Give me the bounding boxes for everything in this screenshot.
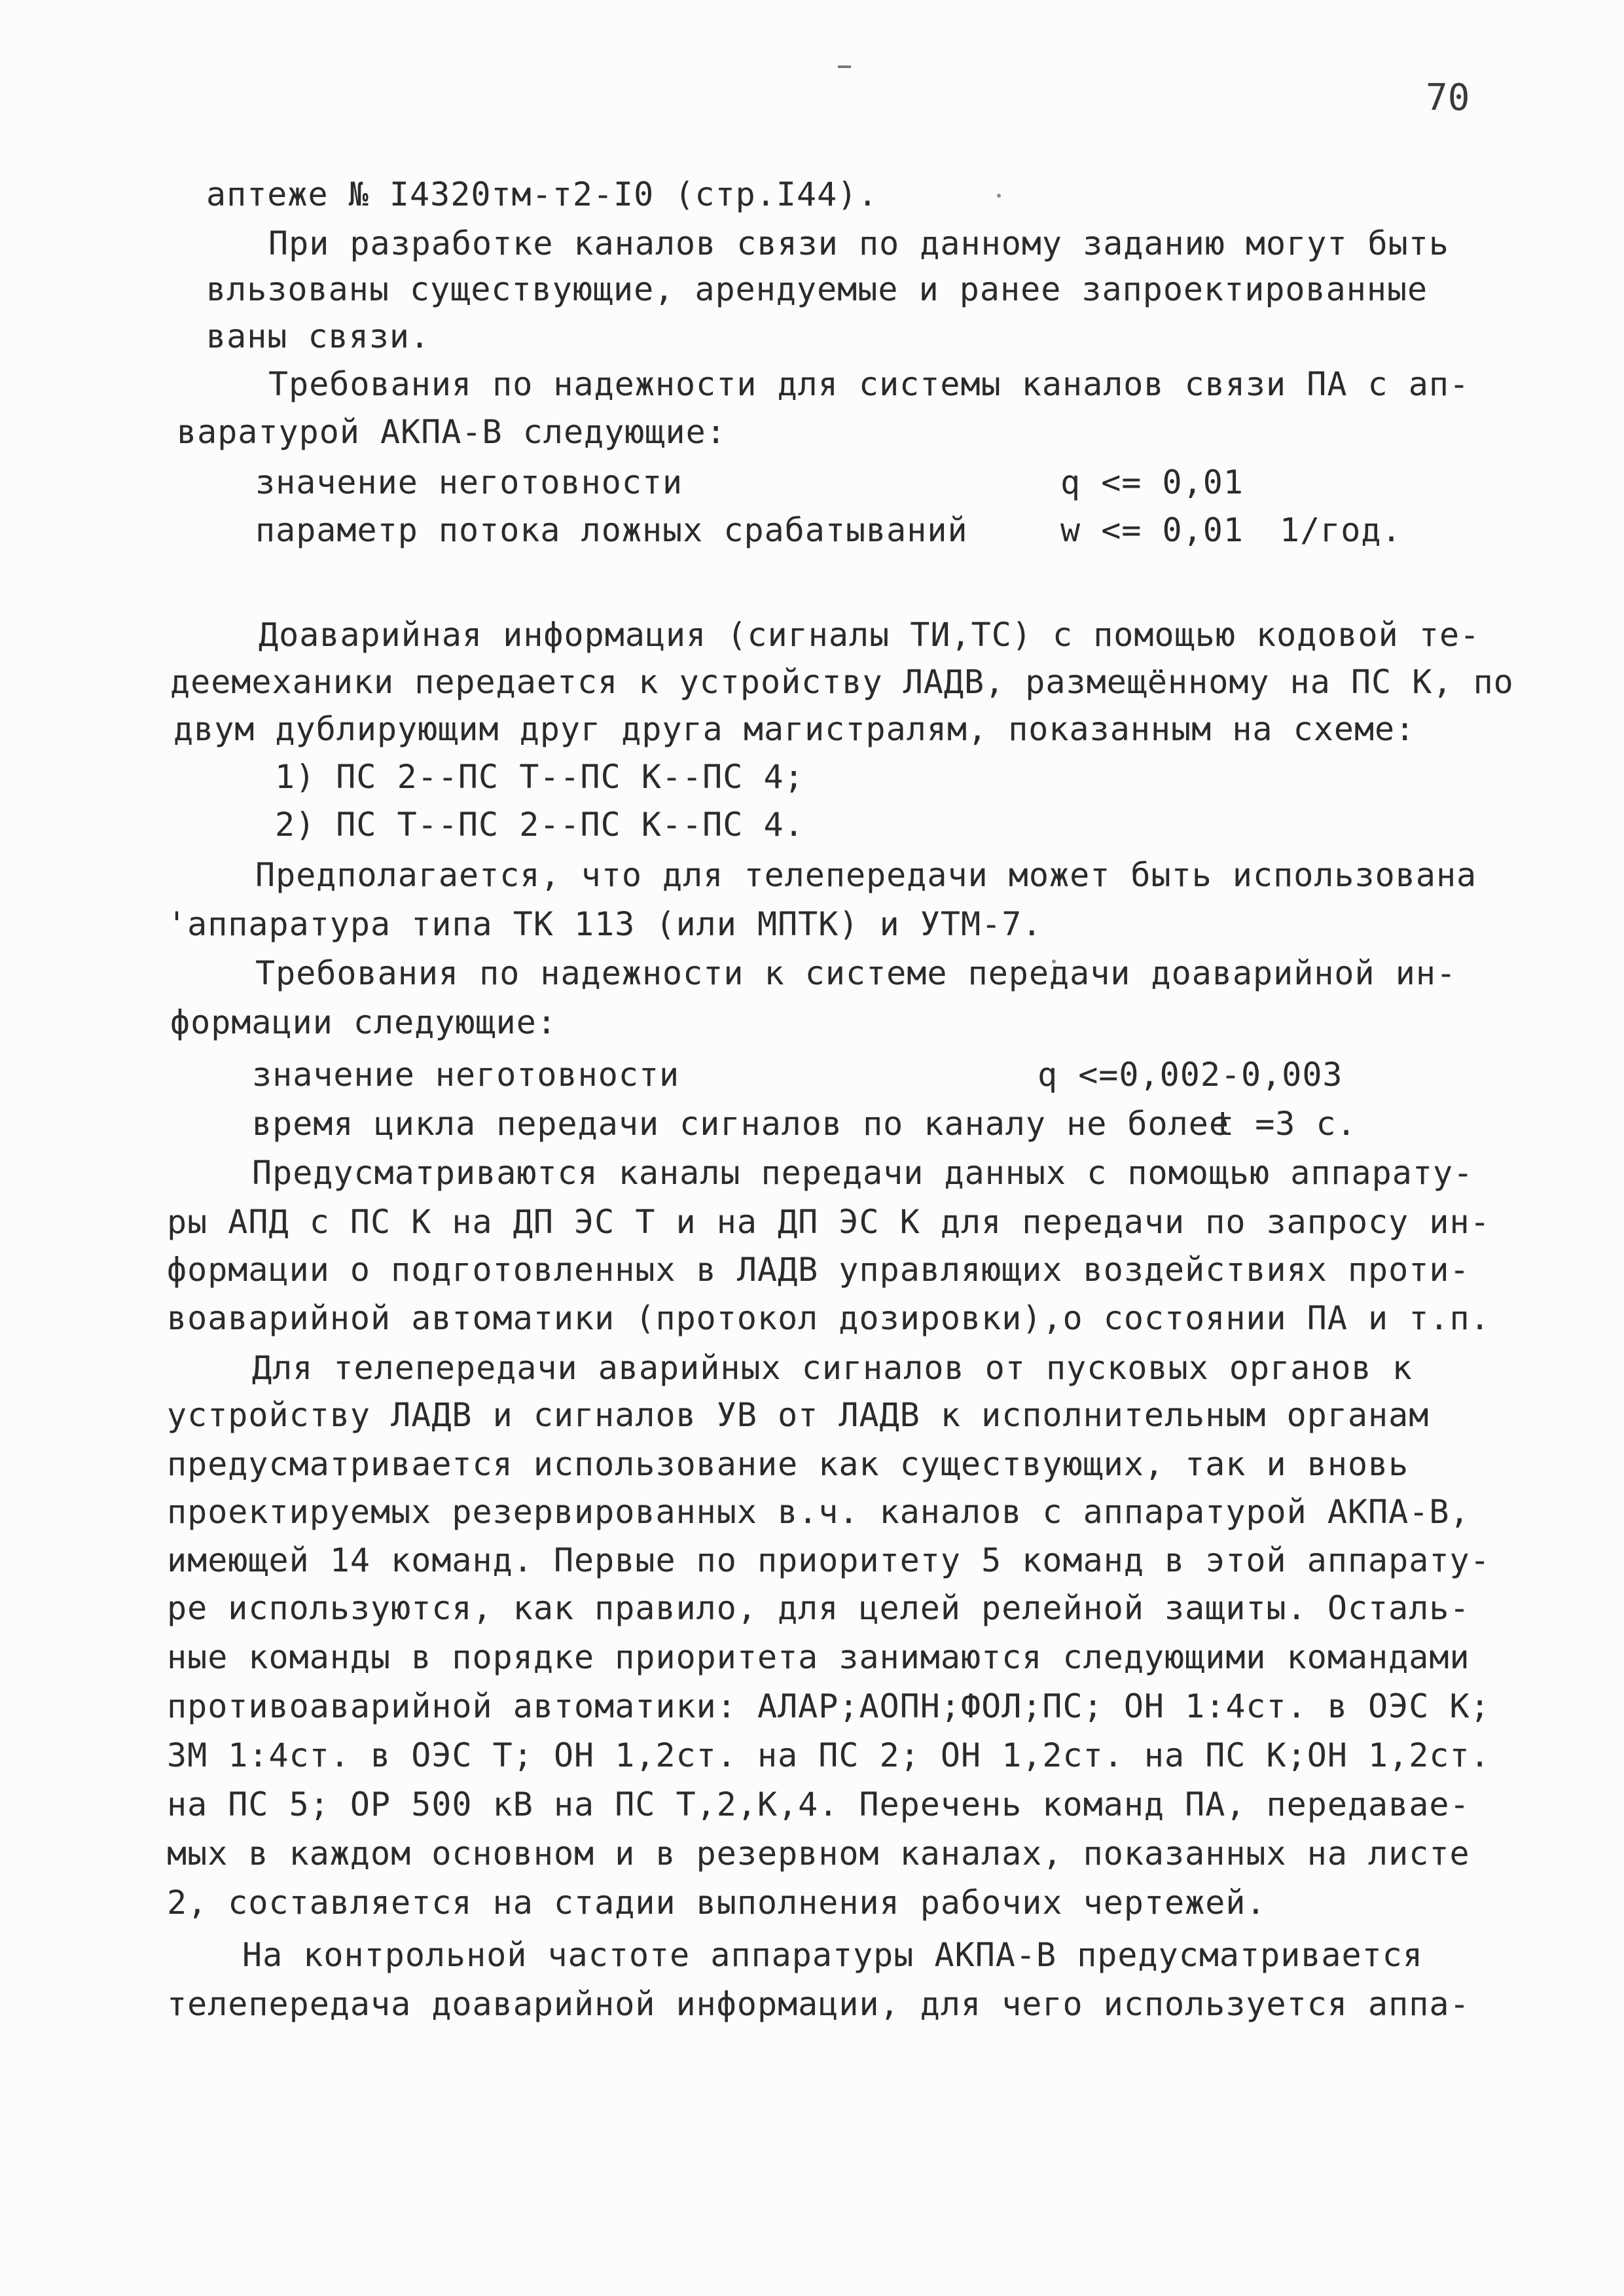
text-line: q <=0,002-0,003 — [1038, 1056, 1343, 1094]
text-line: время цикла передачи сигналов по каналу не более — [252, 1105, 1229, 1143]
scan-mark — [838, 65, 851, 68]
text-line: Требования по надежности к системе передачи доаварийной ин- — [255, 954, 1457, 992]
text-line: ные команды в порядке приоритета занимаются следующими командами — [167, 1638, 1470, 1676]
text-line: t =3 с. — [1214, 1105, 1357, 1143]
text-line: формации о подготовленных в ЛАДВ управляющих воздействиях проти- — [167, 1251, 1470, 1289]
text-line: значение неготовности — [252, 1056, 680, 1094]
text-line: мых в каждом основном и в резервном каналах, показанных на листе — [167, 1835, 1470, 1873]
text-line: противоаварийной автоматики: АЛАР;АОПН;ФОЛ;ПС; ОН 1:4ст. в ОЭС К; — [167, 1687, 1490, 1725]
text-line: деемеханики передается к устройству ЛАДВ, размещённому на ПС К, по — [170, 663, 1514, 701]
text-line: Предполагается, что для телепередачи может быть использована — [255, 856, 1477, 894]
text-line: На контрольной частоте аппаратуры АКПА-В предусматривается — [242, 1936, 1423, 1974]
text-line: варатурой АКПА-В следующие: — [177, 413, 727, 451]
text-line: двум дублирующим друг друга магистралям, показанным на схеме: — [173, 710, 1416, 748]
text-line: телепередача доаварийной информации, для чего используется аппа- — [167, 1985, 1470, 2023]
text-line: проектируемых резервированных в.ч. каналов с аппаратурой АКПА-В, — [167, 1493, 1470, 1531]
text-line: ЗМ 1:4ст. в ОЭС Т; ОН 1,2ст. на ПС 2; ОН 1,2ст. на ПС К;ОН 1,2ст. — [167, 1736, 1490, 1774]
text-line: ваны связи. — [206, 317, 431, 355]
text-line: 2, составляется на стадии выполнения рабочих чертежей. — [167, 1884, 1267, 1922]
text-line: Для телепередачи аварийных сигналов от пусковых органов к — [252, 1349, 1413, 1387]
scan-speck — [997, 194, 1001, 198]
text-line: 2) ПС Т--ПС 2--ПС К--ПС 4. — [275, 806, 804, 844]
text-line: вльзованы существующие, арендуемые и ранее запроектированные — [206, 270, 1428, 308]
text-line: w <= 0,01 — [1060, 511, 1244, 549]
text-line: на ПС 5; ОР 500 кВ на ПС Т,2,К,4. Перечень команд ПА, передавае- — [167, 1785, 1470, 1823]
text-line: воаварийной автоматики (протокол дозировки),о состоянии ПА и т.п. — [167, 1299, 1490, 1337]
text-line: 1) ПС 2--ПС Т--ПС К--ПС 4; — [275, 758, 804, 796]
text-line: Требования по надежности для системы каналов связи ПА с ап- — [268, 365, 1470, 403]
text-line: формации следующие: — [170, 1003, 557, 1041]
text-line: значение неготовности — [255, 463, 683, 501]
text-line: предусматривается использование как существующих, так и вновь — [167, 1445, 1409, 1483]
text-line: q <= 0,01 — [1060, 463, 1244, 501]
text-line: имеющей 14 команд. Первые по приоритету 5 команд в этой аппарату- — [167, 1541, 1490, 1579]
text-line: ре используются, как правило, для целей релейной защиты. Осталь- — [167, 1589, 1470, 1627]
text-line: Предусматриваются каналы передачи данных с помощью аппарату- — [252, 1154, 1474, 1192]
text-line: ры АПД с ПС К на ДП ЭС Т и на ДП ЭС К для передачи по запросу ин- — [167, 1203, 1490, 1241]
text-line: 1/год. — [1280, 511, 1402, 549]
text-line: Доаварийная информация (сигналы ТИ,ТС) с помощью кодовой те- — [259, 616, 1481, 654]
text-line: аптеже № I4320тм-т2-I0 (стр.I44). — [206, 175, 878, 213]
page-number: 70 — [1426, 77, 1470, 119]
text-line: При разработке каналов связи по данному заданию могут быть — [268, 224, 1449, 262]
text-line: 'аппаратура типа ТК 113 (или МПТК) и УТМ-7. — [167, 905, 1043, 943]
text-line: параметр потока ложных срабатываний — [255, 511, 968, 549]
text-line: устройству ЛАДВ и сигналов УВ от ЛАДВ к исполнительным органам — [167, 1396, 1430, 1434]
